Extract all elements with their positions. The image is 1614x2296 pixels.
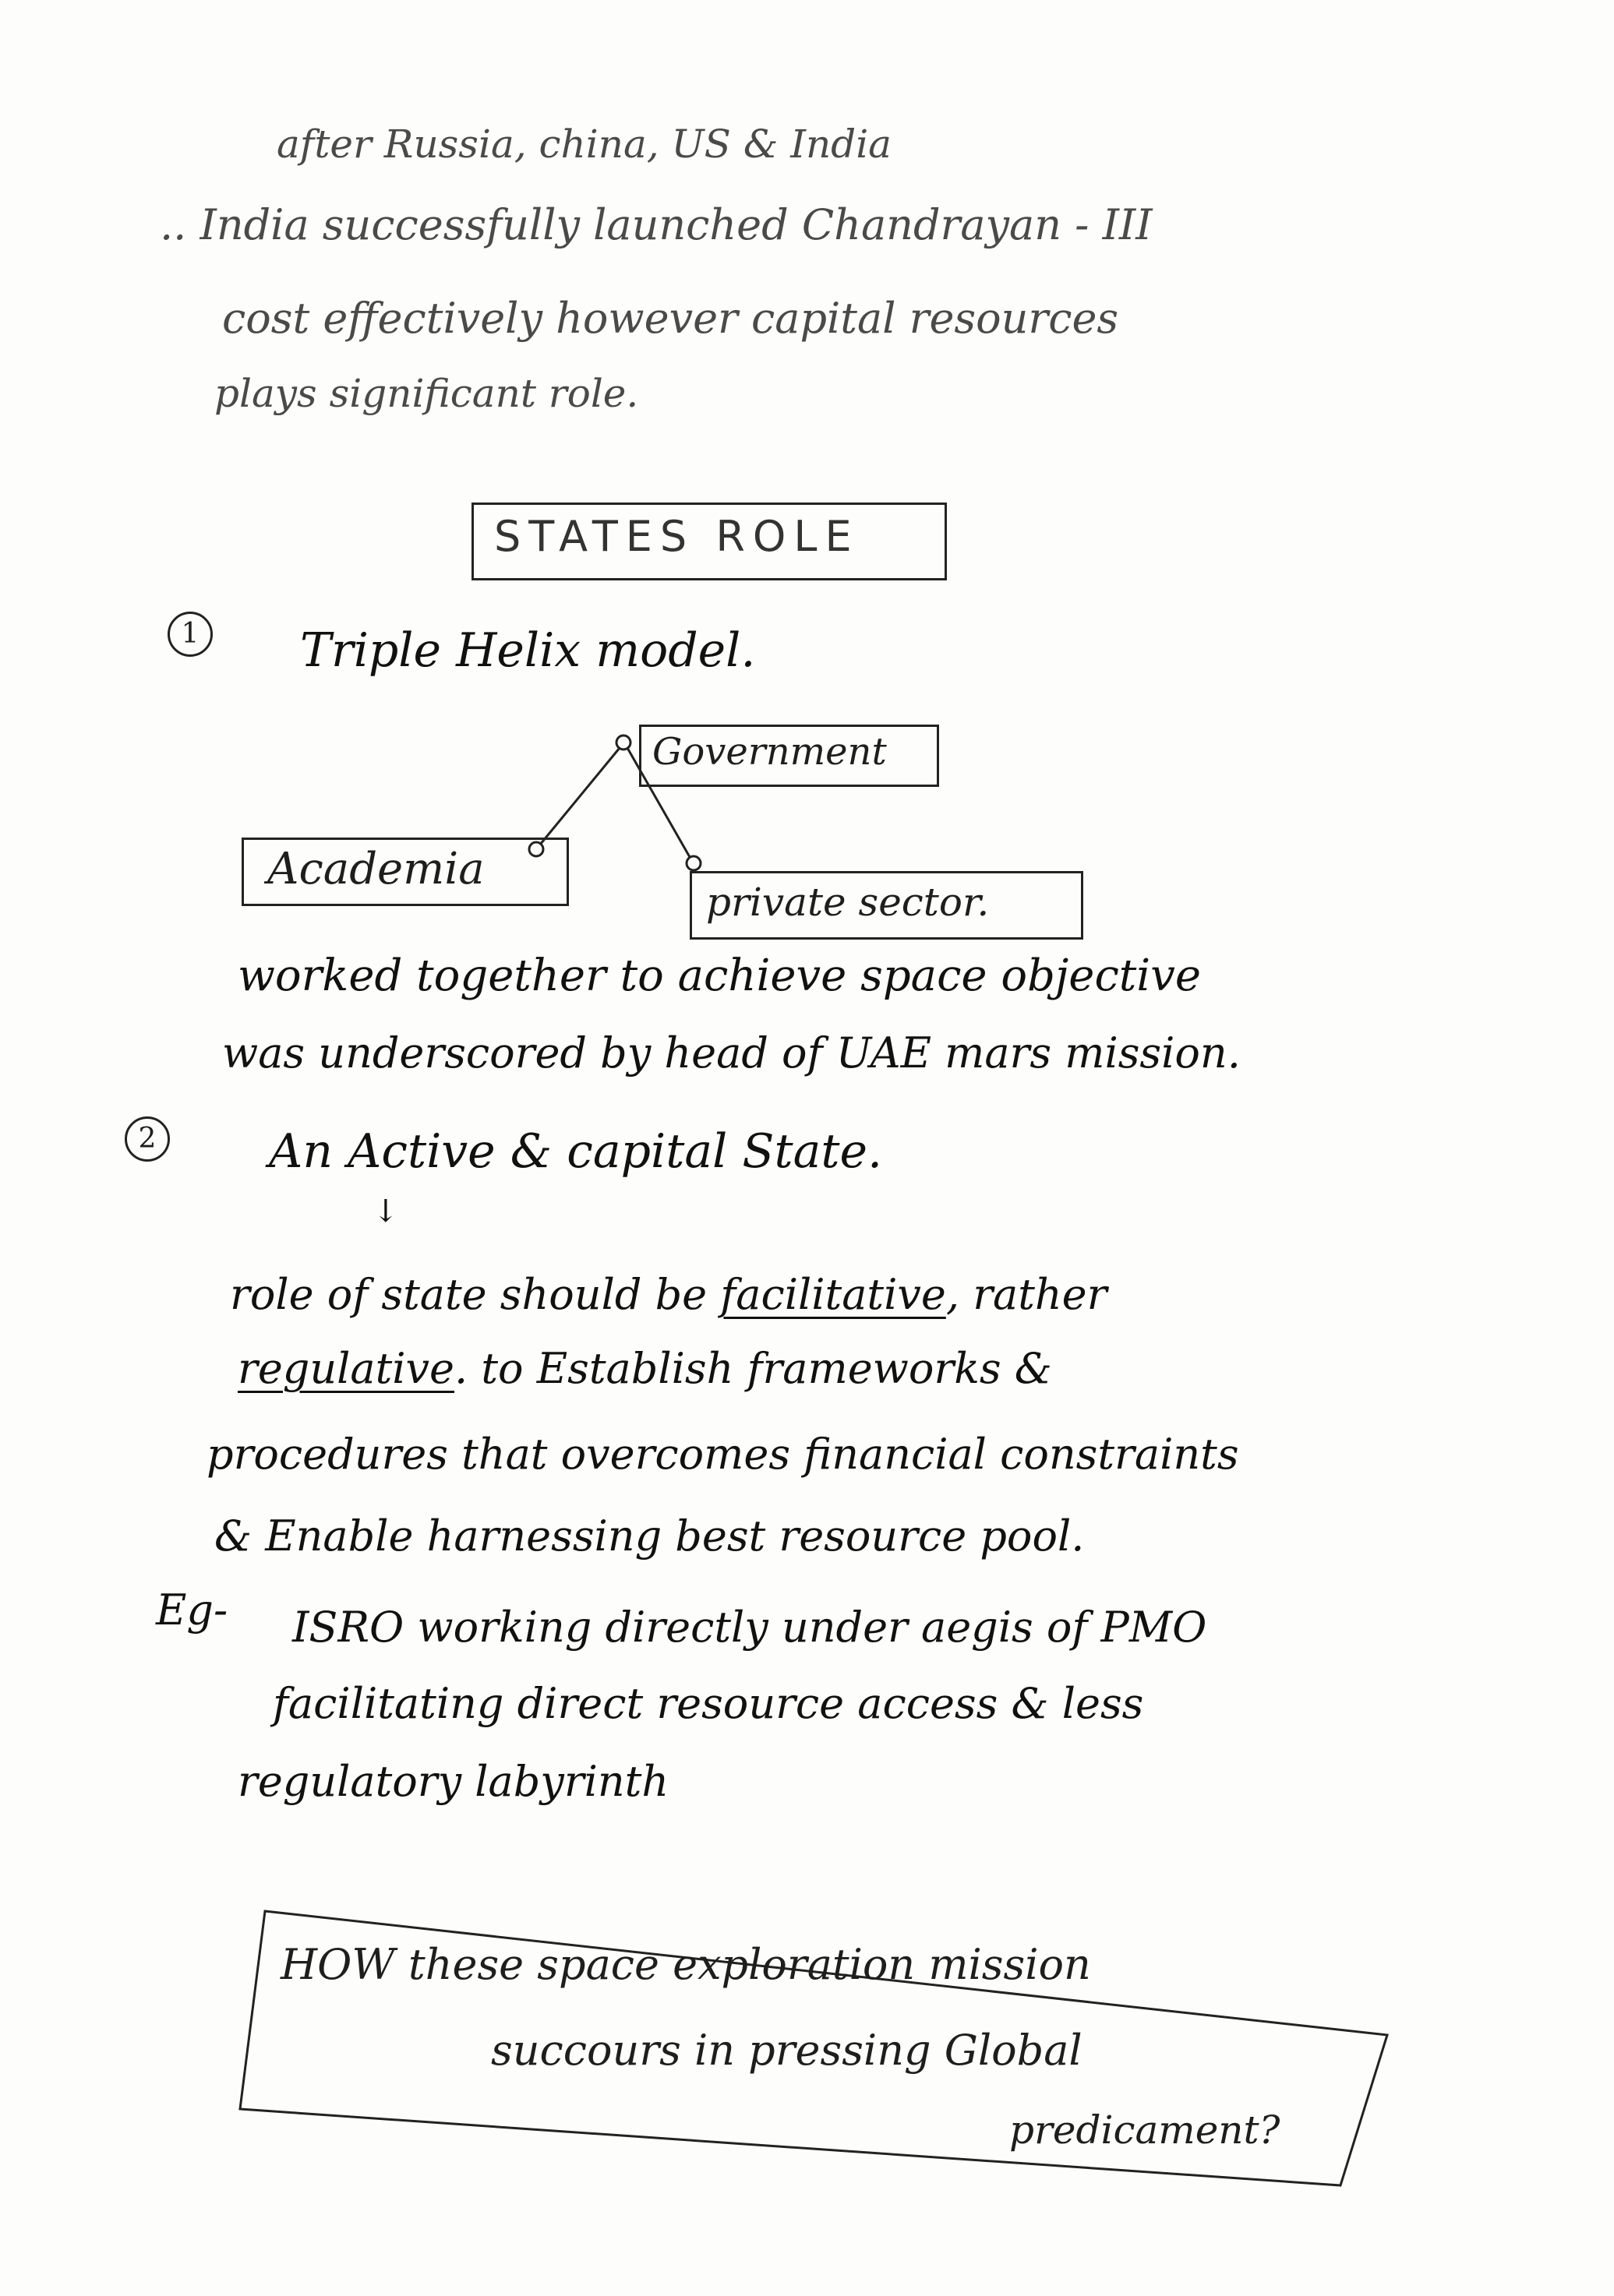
regulative-term: regulative (238, 1344, 455, 1393)
point-1-number: 1 (168, 612, 213, 657)
intro-line-2: .. India successfully launched Chandrayan - III (160, 200, 1153, 249)
section-title: STATES ROLE (494, 512, 860, 561)
point-2-line-4: & Enable harnessing best resource pool. (214, 1511, 1085, 1561)
intro-line-4: plays significant role. (214, 371, 639, 416)
government-label: Government (652, 730, 887, 774)
example-line-3: regulatory labyrinth (238, 1757, 669, 1806)
point-2-line-1-end: , rather (945, 1270, 1107, 1319)
question-line-2: succours in pressing Global (491, 2026, 1082, 2075)
intro-line-3: cost effectively however capital resources (222, 294, 1119, 343)
question-line-1: HOW these space exploration mission (281, 1940, 1091, 1989)
point-2-heading: An Active & capital State. (269, 1124, 883, 1179)
point-1-line-1: worked together to achieve space objective (238, 950, 1201, 1001)
facilitative-term: facilitative (720, 1270, 946, 1319)
point-2-line-2-end: . to Establish frameworks & (454, 1344, 1052, 1393)
intro-line-1: after Russia, china, US & India (277, 122, 892, 167)
private-sector-label: private sector. (706, 880, 990, 925)
arrow-down-icon: ↓ (373, 1194, 399, 1229)
example-label: Eg- (156, 1585, 228, 1635)
point-2-line-3: procedures that overcomes financial constraints (207, 1430, 1239, 1479)
example-line-2: facilitating direct resource access & less (273, 1679, 1144, 1728)
example-line-1: ISRO working directly under aegis of PMO (292, 1603, 1207, 1652)
academia-label: Academia (267, 844, 485, 894)
point-1-line-2: was underscored by head of UAE mars mission. (222, 1028, 1241, 1077)
question-line-3: predicament? (1009, 2107, 1280, 2153)
point-1-heading: Triple Helix model. (300, 623, 756, 678)
point-2-line-1-start: role of state should be (230, 1270, 721, 1319)
point-2-number: 2 (125, 1116, 170, 1162)
